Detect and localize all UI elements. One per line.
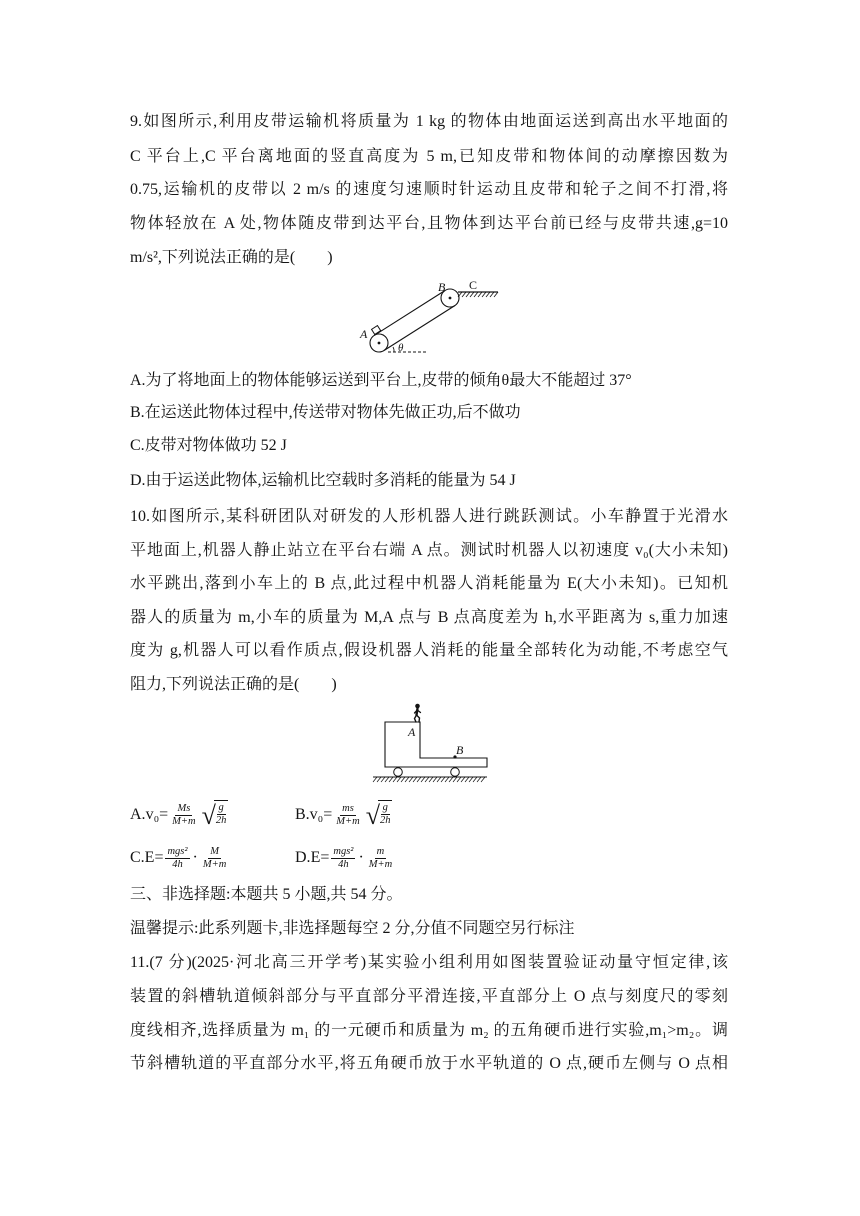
fraction <box>367 846 394 871</box>
fraction <box>201 846 228 871</box>
q9-stem-line: m/s²,下列说法正确的是( ) <box>130 249 333 266</box>
multiply-dot: · <box>358 849 364 866</box>
label-c: C <box>469 278 478 292</box>
q11-stem-line: 装置的斜槽轨道倾斜部分与平直部分平滑连接,平直部分上 O 点与刻度尺的零刻 <box>130 988 728 1005</box>
option-lhs: E= <box>144 849 164 866</box>
numerator: M <box>210 845 219 857</box>
q9-option-b: B.在运送此物体过程中,传送带对物体先做正功,后不做功 <box>130 404 521 421</box>
label-a: A <box>360 327 368 341</box>
radical-sign: √ <box>201 801 216 830</box>
denominator: 4h <box>172 858 183 870</box>
ground-hatch <box>373 777 485 782</box>
denominator: M+m <box>202 858 227 870</box>
q9-stem-line: 0.75,运输机的皮带以 2 m/s 的速度匀速顺时针运动且皮带和轮子之间不打滑,将 <box>130 181 728 198</box>
lower-wheel-axle <box>378 342 381 345</box>
q10-option-a <box>130 797 228 833</box>
q10-stem-line: 阻力,下列说法正确的是( ) <box>130 676 337 693</box>
upper-wheel-axle <box>449 297 452 300</box>
cart-wheel-right <box>451 768 460 777</box>
cart-wheel-left <box>394 768 403 777</box>
option-lhs: v₀= <box>309 806 333 823</box>
q9-option-a: A.为了将地面上的物体能够运送到平台上,皮带的倾角θ最大不能超过 37° <box>130 372 632 389</box>
denominator: M+m <box>336 815 360 827</box>
option-label: A. <box>130 806 146 823</box>
label-b: B <box>438 280 446 294</box>
belt-lower-side <box>384 306 455 351</box>
fraction <box>170 803 197 828</box>
label-b: B <box>456 743 464 757</box>
q10-stem-line: 10.如图所示,某科研团队对研发的人形机器人进行跳跃测试。小车静置于光滑水 <box>130 508 728 525</box>
denominator: 2h <box>379 815 391 826</box>
square-root <box>366 800 393 830</box>
multiply-dot: · <box>192 849 198 866</box>
object-box <box>372 326 381 335</box>
numerator: m <box>376 845 385 857</box>
q10-stem-line: 水平跳出,落到小车上的 B 点,此过程中机器人消耗能量为 E(大小未知)。已知机 <box>130 575 728 592</box>
angle-arc <box>393 347 394 352</box>
q10-option-d <box>295 840 396 876</box>
numerator: g <box>382 802 388 813</box>
label-a: A <box>408 725 416 739</box>
option-lhs: v₀= <box>145 806 169 823</box>
section-tip: 温馨提示:此系列题卡,非选择题每空 2 分,分值不同题空另行标注 <box>130 920 575 937</box>
q9-stem-line: 物体轻放在 A 处,物体随皮带到达平台,且物体到达平台前已经与皮带共速,g=10 <box>130 215 728 232</box>
q9-option-d: D.由于运送此物体,运输机比空载时多消耗的能量为 54 J <box>130 472 516 489</box>
numerator: Ms <box>177 802 191 814</box>
numerator: ms <box>342 802 354 814</box>
section-heading: 三、非选择题:本题共 5 小题,共 54 分。 <box>130 886 403 903</box>
label-theta: θ <box>398 342 404 354</box>
square-root <box>202 800 229 830</box>
numerator: mgs² <box>333 845 354 857</box>
robot-icon <box>415 704 421 722</box>
belt-upper-side <box>374 290 445 335</box>
option-label: C. <box>130 849 145 866</box>
option-label: D. <box>295 849 311 866</box>
q11-stem-line: 节斜槽轨道的平直部分水平,将五角硬币放于水平轨道的 O 点,硬币左侧与 O 点相 <box>130 1055 728 1072</box>
q11-stem-line: 度线相齐,选择质量为 m₁ 的一元硬币和质量为 m₂ 的五角硬币进行实验,m₁>m₂。调 <box>130 1022 728 1039</box>
fraction <box>334 803 361 828</box>
fraction <box>331 846 355 871</box>
q10-stem-line: 器人的质量为 m,小车的质量为 M,A 点与 B 点高度差为 h,水平距离为 s,重力加速 <box>130 609 728 626</box>
fraction <box>165 846 189 871</box>
cart-with-platform <box>385 722 487 767</box>
q10-stem-line: 度为 g,机器人可以看作质点,假设机器人消耗的能量全部转化为动能,不考虑空气 <box>130 642 728 659</box>
numerator: mgs² <box>167 845 188 857</box>
option-label: B. <box>295 806 310 823</box>
q9-stem-line: 9.如图所示,利用皮带运输机将质量为 1 kg 的物体由地面运送到高出水平地面的 <box>130 113 728 130</box>
q10-option-c <box>130 840 230 876</box>
denominator: 4h <box>338 858 349 870</box>
fraction <box>378 800 393 827</box>
platform-hatch <box>458 292 498 297</box>
denominator: M+m <box>368 858 393 870</box>
numerator: g <box>218 802 224 813</box>
denominator: M+m <box>172 815 196 827</box>
fraction <box>214 800 229 827</box>
denominator: 2h <box>215 815 227 826</box>
conveyor-belt-figure <box>358 278 508 360</box>
option-lhs: E= <box>310 849 330 866</box>
radical-sign: √ <box>365 801 380 830</box>
q10-option-b <box>295 797 392 833</box>
q9-stem-line: C 平台上,C 平台离地面的竖直高度为 5 m,已知皮带和物体间的动摩擦因数为 <box>130 148 728 165</box>
q11-stem-line: 11.(7 分)(2025·河北高三开学考)某实验小组利用如图装置验证动量守恒定律,该 <box>130 954 728 971</box>
q10-stem-line: 平地面上,机器人静止站立在平台右端 A 点。测试时机器人以初速度 v₀(大小未知) <box>130 542 728 559</box>
robot-cart-figure <box>368 700 493 788</box>
q9-option-c: C.皮带对物体做功 52 J <box>130 437 287 454</box>
